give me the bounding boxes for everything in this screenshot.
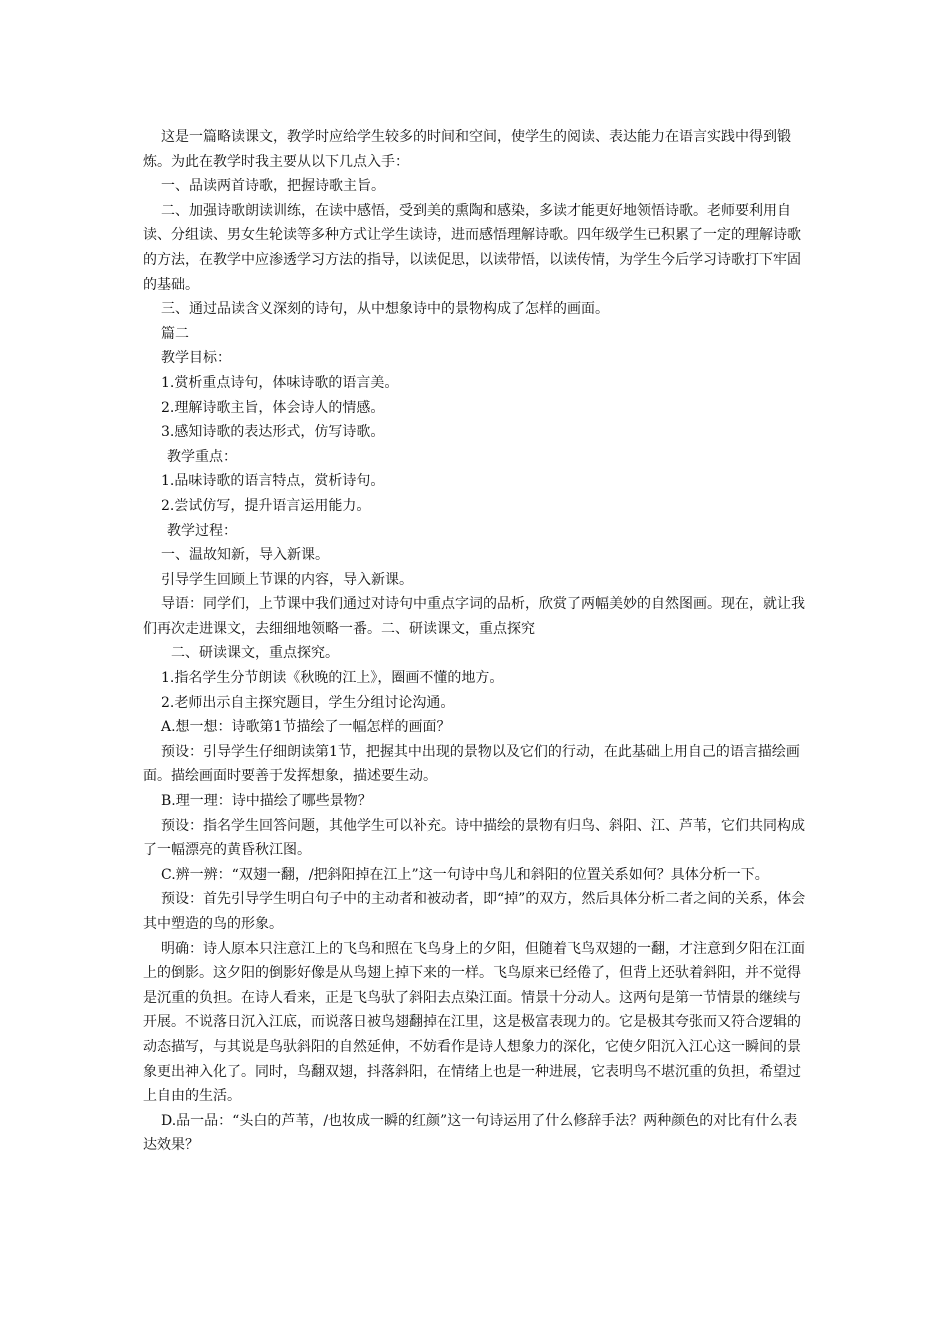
- process-step-1-detail: 引导学生回顾上节课的内容，导入新课。: [161, 571, 413, 588]
- step-2-item-1: 1.指名学生分节朗读《秋晚的江上》，圈画不懂的地方。: [161, 670, 504, 687]
- objective-3: 3.感知诗歌的表达形式，仿写诗歌。: [161, 424, 385, 441]
- question-d: D.品一品：“头白的芦苇，/也妆成一瞬的红颜”这一句诗运用了什么修辞手法？两种颜色的对比有什么表达效果？: [143, 1112, 798, 1154]
- question-c: C.辨一辨：“双翅一翻，/把斜阳掉在江上”这一句诗中鸟儿和斜阳的位置关系如何？具体分析一下。: [161, 866, 769, 883]
- point-three: 三、通过品读含义深刻的诗句，从中想象诗中的景物构成了怎样的画面。: [161, 301, 609, 318]
- section-heading-part-two: 篇二: [161, 325, 189, 342]
- question-b: B.理一理：诗中描绘了哪些景物？: [161, 793, 372, 810]
- process-step-1: 一、温故知新，导入新课。: [161, 547, 329, 564]
- point-one: 一、品读两首诗歌，把握诗歌主旨。: [161, 178, 385, 195]
- teaching-focus-heading: 教学重点：: [167, 448, 237, 465]
- question-a: A.想一想：诗歌第1节描绘了一幅怎样的画面？: [161, 719, 451, 736]
- point-two: 二、加强诗歌朗读训练，在读中感悟，受到美的熏陶和感染，多读才能更好地领悟诗歌。老师要利用自读、分组读、男女生轮读等多种方式让学生读诗，进而感悟理解诗歌。四年级学生已积累了一定的理解诗歌的方法，在教学中应渗透学习方法的指导，以读促思，以读带悟，以读传情，为学生今后学习诗歌打下牢固的基础。: [143, 202, 801, 293]
- teaching-objectives-heading: 教学目标：: [161, 350, 231, 367]
- objective-2: 2.理解诗歌主旨，体会诗人的情感。: [161, 399, 385, 416]
- document-body: [143, 125, 808, 1158]
- process-step-2: 二、研读课文，重点探究。: [171, 645, 339, 662]
- lead-in-paragraph: 导语：同学们，上节课中我们通过对诗句中重点字词的品析，欣赏了两幅美妙的自然图画。现在，就让我们再次走进课文，去细细地领略一番。二、研读课文，重点探究: [143, 596, 805, 637]
- clarification-c: 明确：诗人原本只注意江上的飞鸟和照在飞鸟身上的夕阳，但随着飞鸟双翅的一翻，才注意到夕阳在江面上的倒影。这夕阳的倒影好像是从鸟翅上掉下来的一样。飞鸟原来已经倦了，但背上还驮着斜阳，并不觉得是沉重的负担。在诗人看来，正是飞鸟驮了斜阳去点染江面。情景十分动人。这两句是第一节情景的继续与开展。不说落日沉入江底，而说落日被鸟翅翻掉在江里，这是极富表现力的。它是极其夸张而又符合逻辑的动态描写，与其说是鸟驮斜阳的自然延伸，不妨看作是诗人想象力的深化，它使夕阳沉入江心这一瞬间的景象更出神入化了。同时，鸟翻双翅，抖落斜阳，在情绪上也是一种进展，它表明鸟不堪沉重的负担，希望过上自由的生活。: [143, 940, 805, 1105]
- step-2-item-2: 2.老师出示自主探究题目，学生分组讨论沟通。: [161, 694, 455, 711]
- focus-2: 2.尝试仿写，提升语言运用能力。: [161, 497, 371, 514]
- answer-c: 预设：首先引导学生明白句子中的主动者和被动者，即“掉”的双方，然后具体分析二者之间的关系，体会其中塑造的鸟的形象。: [143, 891, 806, 932]
- intro-paragraph: 这是一篇略读课文，教学时应给学生较多的时间和空间，使学生的阅读、表达能力在语言实践中得到锻炼。为此在教学时我主要从以下几点入手：: [143, 129, 791, 170]
- focus-1: 1.品味诗歌的语言特点，赏析诗句。: [161, 473, 385, 490]
- teaching-process-heading: 教学过程：: [167, 522, 237, 539]
- answer-b: 预设：指名学生回答问题，其他学生可以补充。诗中描绘的景物有归鸟、斜阳、江、芦苇，它们共同构成了一幅漂亮的黄昏秋江图。: [143, 817, 805, 859]
- objective-1: 1.赏析重点诗句，体味诗歌的语言美。: [161, 374, 399, 391]
- answer-a: 预设：引导学生仔细朗读第1节，把握其中出现的景物以及它们的行动，在此基础上用自己的语言描绘画面。描绘画面时要善于发挥想象，描述要生动。: [143, 743, 800, 785]
